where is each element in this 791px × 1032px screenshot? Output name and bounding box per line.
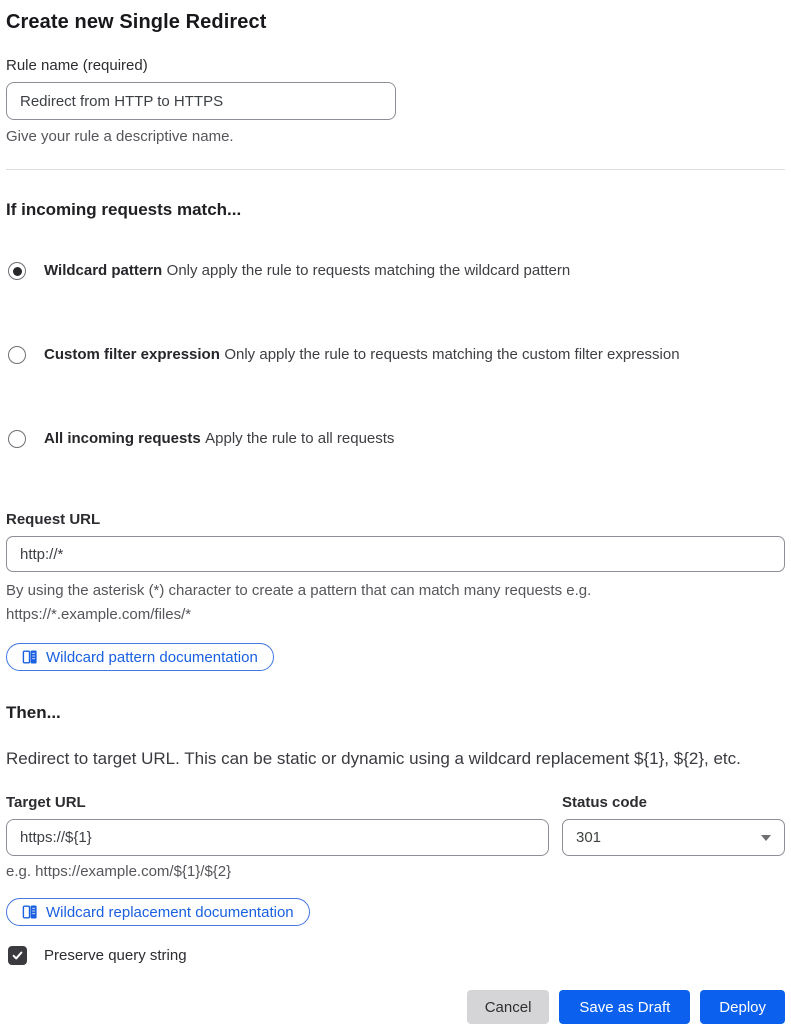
wildcard-pattern-documentation-button[interactable] (6, 643, 274, 671)
radio-selected-icon (8, 262, 26, 280)
rule-name-help: Give your rule a descriptive name. (6, 128, 234, 145)
doc-button-label: Wildcard replacement documentation (46, 903, 294, 921)
section-divider (6, 169, 785, 170)
status-code-select[interactable] (562, 819, 785, 856)
radio-option-all-incoming-requests[interactable] (6, 428, 785, 472)
request-url-input[interactable] (6, 536, 785, 572)
page-title: Create new Single Redirect (6, 11, 267, 33)
radio-option-description: Only apply the rule to requests matching the custom filter expression (224, 346, 680, 363)
radio-unselected-icon (8, 430, 26, 448)
form-action-bar (6, 990, 785, 1024)
wildcard-replacement-documentation-button[interactable] (6, 898, 310, 926)
save-as-draft-button[interactable]: Save as Draft (559, 990, 690, 1024)
radio-unselected-icon (8, 346, 26, 364)
radio-option-description: Apply the rule to all requests (205, 430, 395, 447)
radio-option-label: All incoming requests (44, 430, 201, 447)
checkbox-checked-icon[interactable] (8, 946, 27, 965)
chevron-down-icon (761, 835, 771, 841)
target-url-help: e.g. https://example.com/${1}/${2} (6, 863, 232, 880)
status-code-label: Status code (562, 794, 648, 811)
radio-option-label: Custom filter expression (44, 346, 220, 363)
rule-name-label: Rule name (required) (6, 57, 148, 74)
then-section-description: Redirect to target URL. This can be static or dynamic using a wildcard replacement ${1}, ${2}, etc. (6, 749, 741, 768)
cancel-button[interactable]: Cancel (467, 990, 550, 1024)
preserve-query-string-option[interactable] (6, 946, 785, 965)
radio-option-description: Only apply the rule to requests matching the wildcard pattern (166, 262, 571, 279)
radio-option-custom-filter-expression[interactable] (6, 344, 785, 388)
request-url-help-line2: https://*.example.com/files/* (6, 606, 192, 623)
deploy-button[interactable]: Deploy (700, 990, 785, 1024)
status-code-value: 301 (576, 829, 602, 846)
doc-button-label: Wildcard pattern documentation (46, 648, 258, 666)
request-url-help (6, 579, 785, 627)
target-url-label: Target URL (6, 794, 86, 811)
open-book-icon (22, 904, 38, 920)
target-url-input[interactable] (6, 819, 549, 856)
rule-name-input[interactable] (6, 82, 396, 120)
request-url-help-line1: By using the asterisk (*) character to create a pattern that can match many requests e.g. (6, 582, 592, 599)
then-section-heading: Then... (6, 703, 61, 722)
open-book-icon (22, 649, 38, 665)
radio-option-wildcard-pattern[interactable] (6, 260, 785, 304)
preserve-query-string-label: Preserve query string (44, 947, 187, 964)
match-section-heading: If incoming requests match... (6, 200, 242, 219)
request-url-label: Request URL (6, 511, 101, 528)
target-url-status-row (6, 793, 785, 856)
radio-option-label: Wildcard pattern (44, 262, 163, 279)
match-type-radio-group (6, 260, 785, 472)
